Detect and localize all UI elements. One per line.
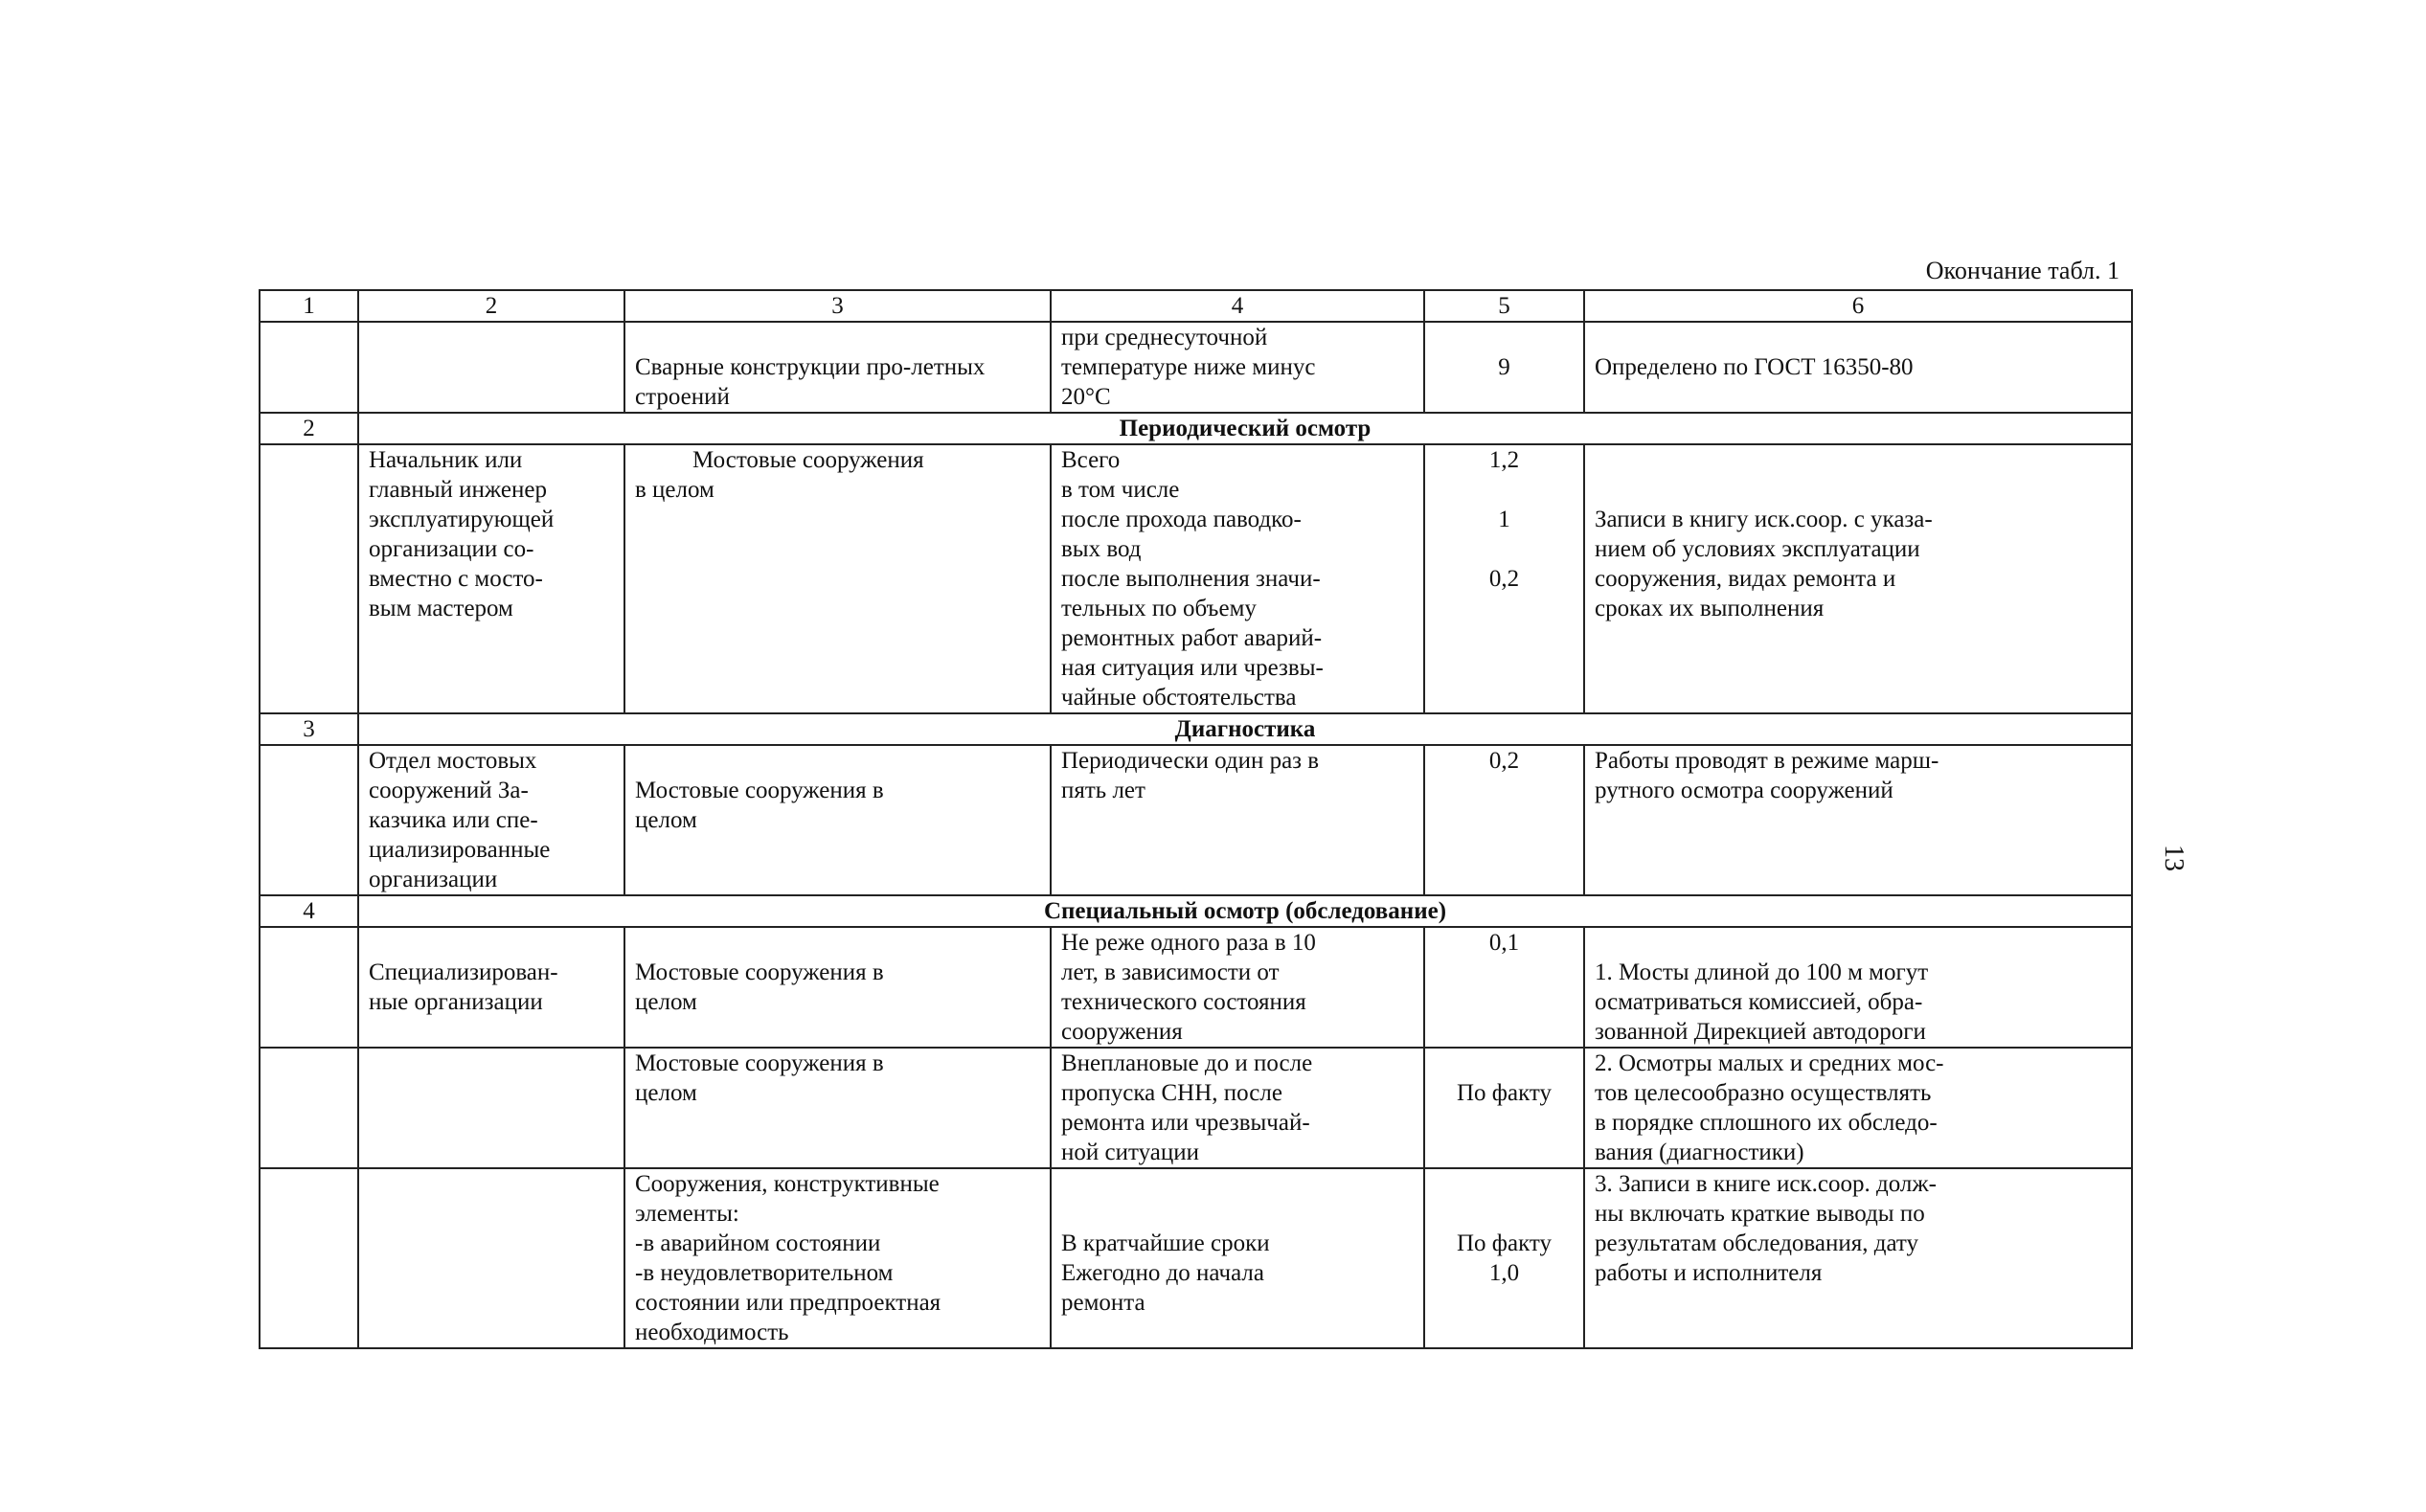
section-row <box>260 413 2132 444</box>
header-cell: 6 <box>1584 290 2132 322</box>
header-cell: 2 <box>358 290 624 322</box>
maintenance-table <box>259 289 2133 1349</box>
row4-conditions: Не реже одного раза в 10 лет, в зависимости от технического состояния сооружения <box>1051 927 1424 1048</box>
row3-conditions: Периодически один раз в пять лет <box>1051 745 1424 895</box>
page-number: 13 <box>2159 845 2188 871</box>
row6-values: По факту 1,0 <box>1424 1168 1584 1348</box>
row2-conditions: Всего в том числе после прохода паводко- вых вод после выполнения значи- тельных по объему ремонтных работ аварий- ная ситуация или чрезвы- чайные обстоятельства <box>1051 444 1424 713</box>
table-row <box>260 1168 2132 1348</box>
row6-structure: Сооружения, конструктивные элементы: -в аварийном состоянии -в неудовлетворительном состоянии или предпроектная необходимость <box>624 1168 1051 1348</box>
row1-structure: Сварные конструкции про-летных строений <box>624 322 1051 413</box>
row4-note: 1. Мосты длиной до 100 м могут осматриваться комиссией, обра- зованной Дирекцией автодороги <box>1584 927 2132 1048</box>
row3-note: Работы проводят в режиме марш- рутного осмотра сооружений <box>1584 745 2132 895</box>
section-number: 3 <box>260 713 358 745</box>
section-row <box>260 895 2132 927</box>
header-cell: 4 <box>1051 290 1424 322</box>
section-row <box>260 713 2132 745</box>
row3-responsible: Отдел мостовых сооружений За- казчика или спе- циализированные организации <box>358 745 624 895</box>
row3-value: 0,2 <box>1424 745 1584 895</box>
row5-note: 2. Осмотры малых и средних мос- тов целесообразно осуществлять в порядке сплошного их обследо- вания (диагностики) <box>1584 1048 2132 1168</box>
header-cell: 5 <box>1424 290 1584 322</box>
row1-note: Определено по ГОСТ 16350-80 <box>1584 322 2132 413</box>
row6-conditions: В кратчайшие сроки Ежегодно до начала ремонта <box>1051 1168 1424 1348</box>
table-row <box>260 1048 2132 1168</box>
row5-structure: Мостовые сооружения в целом <box>624 1048 1051 1168</box>
row2-responsible: Начальник или главный инженер эксплуатирующей организации со- вместно с мосто- вым мастером <box>358 444 624 713</box>
row6-note: 3. Записи в книге иск.соор. долж- ны включать краткие выводы по результатам обследования, дату работы и исполнителя <box>1584 1168 2132 1348</box>
header-cell: 1 <box>260 290 358 322</box>
header-row <box>260 290 2132 322</box>
section-number: 2 <box>260 413 358 444</box>
table-row <box>260 745 2132 895</box>
header-cell: 3 <box>624 290 1051 322</box>
row4-value: 0,1 <box>1424 927 1584 1048</box>
section-title: Диагностика <box>358 713 2132 745</box>
section-title: Специальный осмотр (обследование) <box>358 895 2132 927</box>
row2-values: 1,2 1 0,2 <box>1424 444 1584 713</box>
section-title: Периодический осмотр <box>358 413 2132 444</box>
row2-note: Записи в книгу иск.соор. с указа- нием об условиях эксплуатации сооружения, видах ремонта и сроках их выполнения <box>1584 444 2132 713</box>
row4-structure: Мостовые сооружения в целом <box>624 927 1051 1048</box>
table-row <box>260 927 2132 1048</box>
row3-structure: Мостовые сооружения в целом <box>624 745 1051 895</box>
row1-value: 9 <box>1424 322 1584 413</box>
section-number: 4 <box>260 895 358 927</box>
table-row <box>260 322 2132 413</box>
row1-conditions: при среднесуточной температуре ниже минус 20°С <box>1051 322 1424 413</box>
table-row <box>260 444 2132 713</box>
row2-structure: Мостовые сооружения в целом <box>624 444 1051 713</box>
table-caption: Окончание табл. 1 <box>1925 257 2120 284</box>
row5-value: По факту <box>1424 1048 1584 1168</box>
row5-conditions: Внеплановые до и после пропуска СНН, после ремонта или чрезвычай- ной ситуации <box>1051 1048 1424 1168</box>
row4-responsible: Специализирован- ные организации <box>358 927 624 1048</box>
